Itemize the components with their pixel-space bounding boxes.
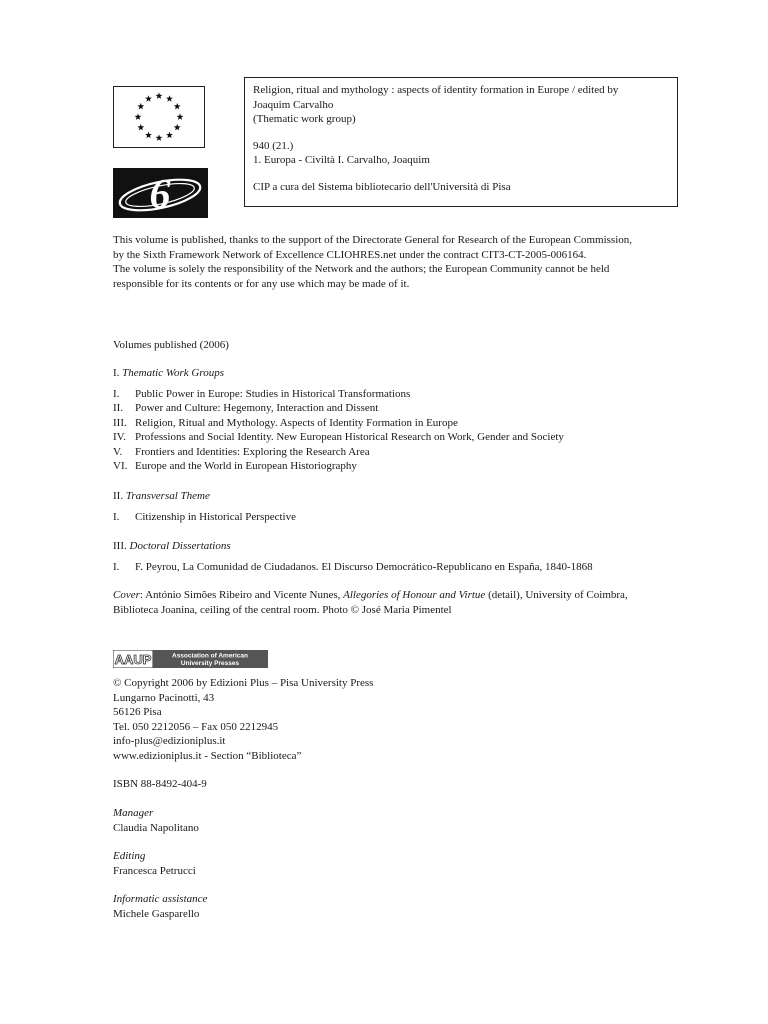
sixth-framework-logo — [113, 168, 208, 218]
eu-star-icon — [177, 113, 184, 120]
group-prefix: III. — [113, 540, 127, 552]
eu-star-icon — [156, 134, 163, 141]
item-text: Power and Culture: Hegemony, Interaction and Dissent — [135, 402, 379, 414]
address-line: Lungarno Pacinotti, 43 — [113, 691, 215, 704]
item-number: I. — [113, 560, 120, 573]
aaup-line1: Association of American — [172, 652, 248, 660]
eu-star-icon — [145, 132, 152, 139]
fp6-numeral: 6 — [149, 172, 171, 218]
eu-star-icon — [135, 113, 142, 120]
cip-title-line1: Religion, ritual and mythology : aspects of identity formation in Europe / edited by — [253, 84, 619, 96]
website-line: www.edizioniplus.it - Section “Biblioteca” — [113, 749, 302, 762]
list-item — [113, 387, 683, 402]
credit-person: Michele Gasparello — [113, 907, 200, 920]
cip-title-line2: Joaquim Carvalho — [253, 98, 334, 111]
eu-star-icon — [174, 103, 181, 110]
item-text: Citizenship in Historical Perspective — [135, 510, 296, 523]
group-heading — [113, 539, 683, 554]
credit-person: Francesca Petrucci — [113, 864, 196, 877]
eu-star-icon — [156, 92, 163, 99]
item-number: II. — [113, 402, 124, 414]
fp6-swoosh-icon — [113, 168, 208, 218]
cover-credit — [113, 588, 683, 617]
aaup-abbrev: AAUP — [114, 652, 152, 667]
list-item — [113, 430, 683, 445]
list-item — [113, 401, 683, 416]
cover-credit-line2: Biblioteca Joanina, ceiling of the central room. Photo © José Maria Pimentel — [113, 603, 452, 616]
cip-subjects: 1. Europa - Civiltà I. Carvalho, Joaquim — [253, 154, 430, 166]
cover-location: (detail), University of Coimbra, — [485, 589, 628, 601]
group-heading — [113, 489, 683, 504]
cover-work-title: Allegories of Honour and Virtue — [343, 589, 486, 601]
list-item — [113, 416, 683, 431]
group-heading — [113, 366, 683, 381]
funding-line: The volume is solely the responsibility of the Network and the authors; the European Community cannot be held — [113, 263, 610, 275]
cover-label: Cover — [113, 589, 140, 601]
item-number: III. — [113, 416, 127, 429]
eu-star-icon — [166, 132, 173, 139]
item-text: Professions and Social Identity. New European Historical Research on Work, Gender and Society — [135, 431, 564, 443]
address-line: 56126 Pisa — [113, 706, 162, 718]
group-title: Doctoral Dissertations — [129, 540, 231, 552]
credit-role: Informatic assistance — [113, 893, 208, 905]
item-text: Religion, Ritual and Mythology. Aspects of Identity Formation in Europe — [135, 416, 458, 429]
item-text: F. Peyrou, La Comunidad de Ciudadanos. El Discurso Democrático-Republicano en España, 1840-1868 — [135, 560, 593, 573]
funding-line: responsible for its contents or for any use which may be made of it. — [113, 277, 410, 290]
eu-flag-icon — [113, 86, 205, 148]
funding-statement — [113, 233, 683, 291]
credit-role: Manager — [113, 807, 154, 819]
eu-star-icon — [137, 103, 144, 110]
eu-star-icon — [137, 124, 144, 131]
item-number: VI. — [113, 460, 128, 472]
aaup-line2: University Presses — [180, 660, 240, 667]
aaup-logo-icon — [113, 650, 268, 668]
list-item — [113, 459, 683, 474]
aaup-logo — [113, 650, 268, 668]
phone-line: Tel. 050 2212056 – Fax 050 2212945 — [113, 720, 279, 733]
isbn: ISBN 88-8492-404-9 — [113, 778, 207, 790]
group-title: Thematic Work Groups — [122, 367, 225, 379]
credit-person: Claudia Napolitano — [113, 821, 199, 834]
eu-star-icon — [174, 124, 181, 131]
volume-group-thematic — [113, 366, 683, 474]
item-text: Frontiers and Identities: Exploring the Research Area — [135, 445, 370, 458]
cip-catalog-box — [244, 77, 678, 207]
cover-authors: : António Simões Ribeiro and Vicente Nunes, — [139, 589, 344, 601]
item-number: I. — [113, 387, 120, 400]
credit-manager — [113, 806, 683, 835]
copyright-line: © Copyright 2006 by Edizioni Plus – Pisa University Press — [113, 677, 374, 689]
credit-editing — [113, 849, 683, 878]
group-prefix: II. — [113, 490, 124, 502]
cip-classification: 940 (21.) — [253, 139, 294, 152]
credit-role: Editing — [113, 850, 146, 862]
eu-stars-icon — [114, 87, 204, 147]
funding-line: by the Sixth Framework Network of Excellence CLIOHRES.net under the contract CIT3-CT-2005-006164. — [113, 248, 587, 261]
group-prefix: I. — [113, 367, 120, 379]
item-number: V. — [113, 445, 123, 458]
list-item — [113, 510, 683, 525]
publisher-info — [113, 676, 683, 763]
cip-series: (Thematic work group) — [253, 113, 356, 125]
credit-informatic — [113, 892, 683, 921]
volume-group-transversal — [113, 489, 683, 524]
volume-group-doctoral — [113, 539, 683, 574]
list-item — [113, 560, 683, 575]
item-text: Europe and the World in European Historiography — [135, 460, 357, 472]
list-item — [113, 445, 683, 460]
funding-line: This volume is published, thanks to the support of the Directorate General for Research of the European Commission, — [113, 234, 633, 246]
eu-star-icon — [166, 95, 173, 102]
email-line: info-plus@edizioniplus.it — [113, 735, 226, 747]
group-title: Transversal Theme — [125, 490, 210, 502]
volumes-heading: Volumes published (2006) — [113, 339, 229, 351]
item-number: I. — [113, 510, 120, 523]
item-text: Public Power in Europe: Studies in Historical Transformations — [135, 387, 411, 400]
item-number: IV. — [113, 431, 126, 443]
cip-note: CIP a cura del Sistema bibliotecario dell'Università di Pisa — [253, 180, 511, 193]
eu-star-icon — [145, 95, 152, 102]
cover-credit-line1 — [113, 588, 683, 603]
